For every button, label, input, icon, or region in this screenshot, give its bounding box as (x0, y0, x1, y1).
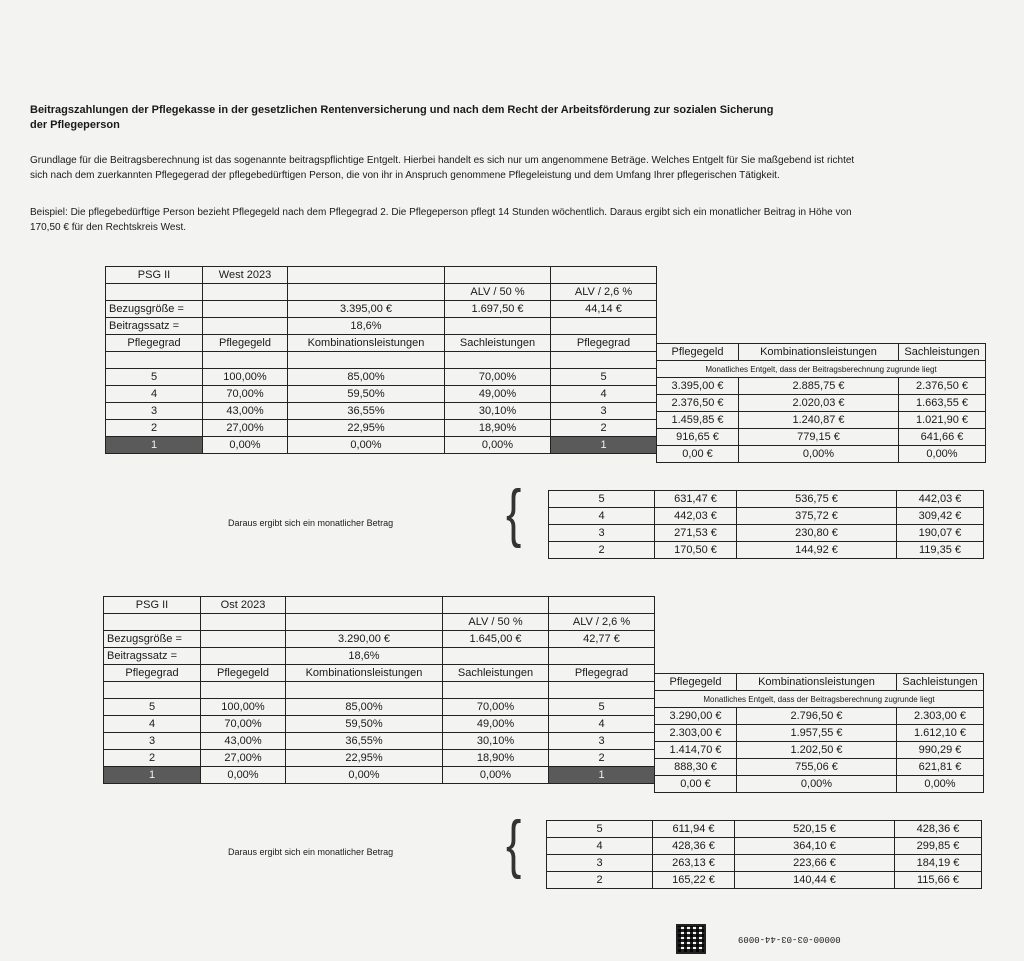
table-row: 4 70,00% 59,50% 49,00% 4 (106, 386, 657, 403)
alv26-value: 44,14 € (551, 301, 657, 318)
bezugsgroesse-label: Bezugsgröße = (106, 301, 203, 318)
bezugsgroesse-value: 3.395,00 € (288, 301, 445, 318)
ost-betrag-table (546, 820, 982, 889)
intro-line-2: sich nach dem zuerkannten Pflegegerad der pflegebedürftigen Person, die von ihr in Anspruch genommene Pflegeleistung und dem Umfang Ihrer pflegerischen Tätigkeit. (30, 170, 780, 181)
table-row: 2 27,00% 22,95% 18,90% 2 (104, 750, 655, 767)
table-row: 5 100,00% 85,00% 70,00% 5 (106, 369, 657, 386)
table-row: 4 70,00% 59,50% 49,00% 4 (104, 716, 655, 733)
table-row: 1.414,70 € 1.202,50 € 990,29 € (655, 742, 984, 759)
header-pflegegrad-2: Pflegegrad (549, 665, 655, 682)
document-title (30, 103, 930, 133)
beitragssatz-value: 18,6% (286, 648, 443, 665)
header-sach: Sachleistungen (445, 335, 551, 352)
west-entgelt-table (656, 343, 986, 463)
table-row: 1.459,85 € 1.240,87 € 1.021,90 € (657, 412, 986, 429)
bezugsgroesse-value: 3.290,00 € (286, 631, 443, 648)
psg-label: PSG II (104, 597, 201, 614)
qr-code-icon (676, 924, 706, 954)
table-row: 1 0,00% 0,00% 0,00% 1 (106, 437, 657, 454)
header-pflegegeld-2: Pflegegeld (655, 674, 737, 691)
table-row: 4 442,03 € 375,72 € 309,42 € (549, 508, 984, 525)
west-daraus-label: Daraus ergibt sich ein monatlicher Betrag (228, 518, 394, 528)
table-row: 3.395,00 € 2.885,75 € 2.376,50 € (657, 378, 986, 395)
region-label: Ost 2023 (201, 597, 286, 614)
table-row: 3 43,00% 36,55% 30,10% 3 (104, 733, 655, 750)
header-sach-2: Sachleistungen (897, 674, 984, 691)
table-row: 4 428,36 € 364,10 € 299,85 € (547, 838, 982, 855)
title-line-1: Beitragszahlungen der Pflegekasse in der gesetzlichen Rentenversicherung und nach dem Recht der Arbeitsförderung zur sozialen Sicherung (30, 104, 774, 116)
table-row: 3 263,13 € 223,66 € 184,19 € (547, 855, 982, 872)
table-row: 0,00 € 0,00% 0,00% (657, 446, 986, 463)
ost-brace-icon: { (506, 806, 522, 880)
header-kombi-2: Kombinationsleistungen (739, 344, 899, 361)
alv50-value: 1.645,00 € (443, 631, 549, 648)
title-line-2: der Pflegeperson (30, 119, 120, 131)
header-pflegegrad: Pflegegrad (104, 665, 201, 682)
alv50-value: 1.697,50 € (445, 301, 551, 318)
table-row: 888,30 € 755,06 € 621,81 € (655, 759, 984, 776)
region-label: West 2023 (203, 267, 288, 284)
beitragssatz-label: Beitragssatz = (104, 648, 201, 665)
table-row: 5 631,47 € 536,75 € 442,03 € (549, 491, 984, 508)
psg-label: PSG II (106, 267, 203, 284)
alv26-label: ALV / 2,6 % (549, 614, 655, 631)
example-line-1: Beispiel: Die pflegebedürftige Person bezieht Pflegegeld nach dem Pflegegrad 2. Die Pflegeperson pflegt 14 Stunden wöchentlich. Daraus ergibt sich ein monatlicher Beitrag in Höhe von (30, 207, 852, 218)
ost-daraus-label: Daraus ergibt sich ein monatlicher Betrag (228, 847, 394, 857)
monthly-note: Monatliches Entgelt, dass der Beitragsberechnung zugrunde liegt (657, 361, 986, 378)
header-kombi: Kombinationsleistungen (288, 335, 445, 352)
table-row: 2 27,00% 22,95% 18,90% 2 (106, 420, 657, 437)
alv26-label: ALV / 2,6 % (551, 284, 657, 301)
example-paragraph (30, 205, 990, 235)
alv26-value: 42,77 € (549, 631, 655, 648)
table-row: 3.290,00 € 2.796,50 € 2.303,00 € (655, 708, 984, 725)
table-row: 2 165,22 € 140,44 € 115,66 € (547, 872, 982, 889)
document-code: 00000-03-03-44-0009 (738, 934, 841, 944)
bezugsgroesse-label: Bezugsgröße = (104, 631, 201, 648)
beitragssatz-label: Beitragssatz = (106, 318, 203, 335)
header-kombi-2: Kombinationsleistungen (737, 674, 897, 691)
beitragssatz-value: 18,6% (288, 318, 445, 335)
table-row: 5 100,00% 85,00% 70,00% 5 (104, 699, 655, 716)
ost-entgelt-table (654, 673, 984, 793)
monthly-note: Monatliches Entgelt, dass der Beitragsberechnung zugrunde liegt (655, 691, 984, 708)
table-row: 2.376,50 € 2.020,03 € 1.663,55 € (657, 395, 986, 412)
header-pflegegeld-2: Pflegegeld (657, 344, 739, 361)
table-row: 2 170,50 € 144,92 € 119,35 € (549, 542, 984, 559)
alv50-label: ALV / 50 % (445, 284, 551, 301)
table-row: 0,00 € 0,00% 0,00% (655, 776, 984, 793)
table-row: 3 43,00% 36,55% 30,10% 3 (106, 403, 657, 420)
table-row: 2.303,00 € 1.957,55 € 1.612,10 € (655, 725, 984, 742)
example-line-2: 170,50 € für den Rechtskreis West. (30, 222, 187, 233)
header-pflegegeld: Pflegegeld (201, 665, 286, 682)
table-row: 1 0,00% 0,00% 0,00% 1 (104, 767, 655, 784)
ost-rates-table (103, 596, 655, 784)
header-sach: Sachleistungen (443, 665, 549, 682)
intro-paragraph (30, 153, 990, 183)
header-kombi: Kombinationsleistungen (286, 665, 443, 682)
intro-line-1: Grundlage für die Beitragsberechnung ist das sogenannte beitragspflichtige Entgelt. Hierbei handelt es sich nur um angenommene Beträge. Welches Entgelt für Sie maßgebend ist richtet (30, 155, 855, 166)
header-pflegegrad: Pflegegrad (106, 335, 203, 352)
header-pflegegeld: Pflegegeld (203, 335, 288, 352)
west-betrag-table (548, 490, 984, 559)
table-row: 5 611,94 € 520,15 € 428,36 € (547, 821, 982, 838)
header-sach-2: Sachleistungen (899, 344, 986, 361)
table-row: 3 271,53 € 230,80 € 190,07 € (549, 525, 984, 542)
header-pflegegrad-2: Pflegegrad (551, 335, 657, 352)
table-row: 916,65 € 779,15 € 641,66 € (657, 429, 986, 446)
alv50-label: ALV / 50 % (443, 614, 549, 631)
west-brace-icon: { (506, 475, 522, 549)
west-rates-table (105, 266, 657, 454)
